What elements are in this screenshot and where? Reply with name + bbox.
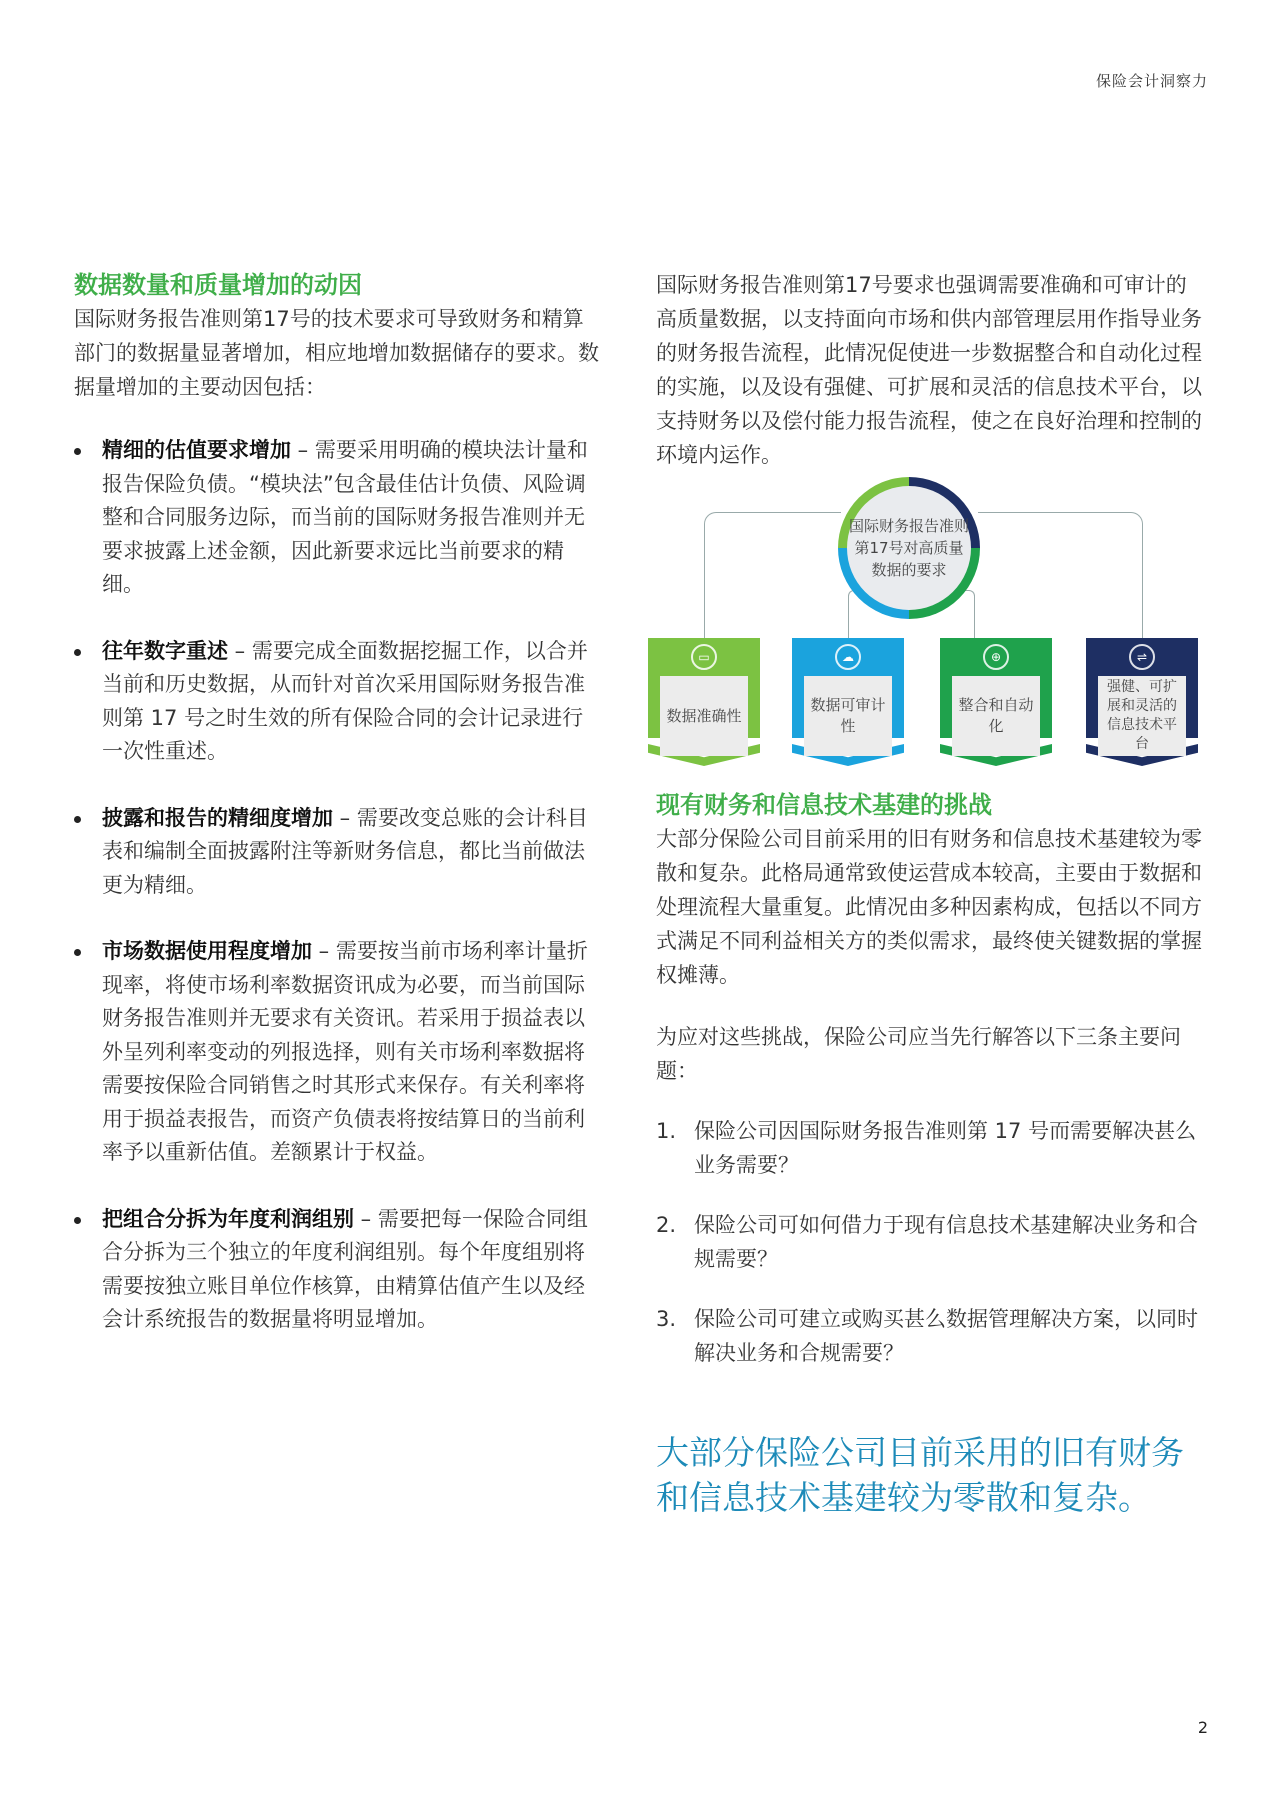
challenge-text: 大部分保险公司目前采用的旧有财务和信息技术基建较为零散和复杂。此格局通常致使运营成本较高，主要由于数据和处理流程大量重复。此情况由多种因素构成，包括以不同方式满足不同利益相关方的类似需求，最终使关键数据的掌握权摊薄。 xyxy=(656,827,1202,987)
section-title-data-drivers: 数据数量和质量增加的动因 xyxy=(74,271,362,299)
card-data-auditability xyxy=(792,638,904,768)
connector-line xyxy=(962,590,975,639)
card-integration-automation xyxy=(940,638,1052,768)
questions-intro: 为应对这些挑战，保险公司应当先行解答以下三条主要问题： xyxy=(656,1025,1181,1083)
card-it-platform xyxy=(1086,638,1198,768)
connector-line xyxy=(978,512,1143,639)
target-icon: ⊕ xyxy=(983,644,1009,670)
bullet-icon xyxy=(74,649,81,656)
questions-list xyxy=(656,1114,1206,1370)
pull-quote: 大部分保险公司目前采用的旧有财务和信息技术基建较为零散和复杂。 xyxy=(656,1433,1184,1517)
list-item: 披露和报告的精细度增加 – 需要改变总账的会计科目表和编制全面披露附注等新财务信息，都比当前做法更为精细。 xyxy=(74,802,604,903)
laptop-icon: ▭ xyxy=(691,644,717,670)
card-label: 强健、可扩展和灵活的信息技术平台 xyxy=(1098,676,1186,756)
list-item: 往年数字重述 – 需要完成全面数据挖掘工作，以合并当前和历史数据，从而针对首次采用国际财务报告准则第 17 号之时生效的所有保险合同的会计记录进行一次性重述。 xyxy=(74,635,604,769)
card-label: 整合和自动化 xyxy=(952,676,1040,756)
list-item: 1. 保险公司因国际财务报告准则第 17 号而需要解决甚么业务需要？ xyxy=(656,1119,1197,1177)
card-label: 数据准确性 xyxy=(660,676,748,756)
card-label: 数据可审计性 xyxy=(804,676,892,756)
cloud-upload-icon: ☁ xyxy=(835,644,861,670)
header-title: 保险会计洞察力 xyxy=(1095,72,1208,90)
data-requirements-diagram xyxy=(644,474,1204,774)
left-intro: 国际财务报告准则第17号的技术要求可导致财务和精算部门的数据量显著增加，相应地增加数据储存的要求。数据量增加的主要动因包括： xyxy=(74,307,599,399)
card-data-accuracy xyxy=(648,638,760,768)
list-item: 把组合分拆为年度利润组别 – 需要把每一保险合同组合分拆为三个独立的年度利润组别。每个年度组别将需要按独立账目单位作核算，由精算估值产生以及经会计系统报告的数据量将明显增加。 xyxy=(74,1203,604,1337)
list-item: 市场数据使用程度增加 – 需要按当前市场利率计量折现率，将使市场利率数据资讯成为必要，而当前国际财务报告准则并无要求有关资讯。若采用于损益表以外呈列利率变动的列报选择，则有关市场利率数据将需要按保险合同销售之时其形式来保存。有关利率将用于损益表报告，而资产负债表将按结算日的当前利率予以重新估值。差额累计于权益。 xyxy=(74,935,604,1170)
connector-line xyxy=(704,512,841,639)
bullet-icon xyxy=(74,816,81,823)
hub-circle xyxy=(838,477,980,619)
page-number: 2 xyxy=(1197,1718,1208,1737)
list-item: 3. 保险公司可建立或购买甚么数据管理解决方案，以同时解决业务和合规需要？ xyxy=(656,1307,1198,1365)
right-intro: 国际财务报告准则第17号要求也强调需要准确和可审计的高质量数据，以支持面向市场和供内部管理层用作指导业务的财务报告流程，此情况促使进一步数据整合和自动化过程的实施，以及设有强健、可扩展和灵活的信息技术平台，以支持财务以及偿付能力报告流程，使之在良好治理和控制的环境内运作。 xyxy=(656,273,1202,467)
list-item: 精细的估值要求增加 – 需要采用明确的模块法计量和报告保险负债。“模块法”包含最佳估计负债、风险调整和合同服务边际，而当前的国际财务报告准则并无要求披露上述金额，因此新要求远比当前要求的精细。 xyxy=(74,434,604,602)
usb-icon: ⇌ xyxy=(1129,644,1155,670)
section-title-challenges: 现有财务和信息技术基建的挑战 xyxy=(656,791,992,819)
right-column xyxy=(656,268,1206,1520)
bullet-icon xyxy=(74,1217,81,1224)
drivers-list xyxy=(74,434,604,1337)
left-column xyxy=(74,268,604,1370)
bullet-icon xyxy=(74,448,81,455)
hub-label: 国际财务报告准则第17号对高质量数据的要求 xyxy=(847,486,971,610)
bullet-icon xyxy=(74,949,81,956)
list-item: 2. 保险公司可如何借力于现有信息技术基建解决业务和合规需要？ xyxy=(656,1213,1198,1271)
